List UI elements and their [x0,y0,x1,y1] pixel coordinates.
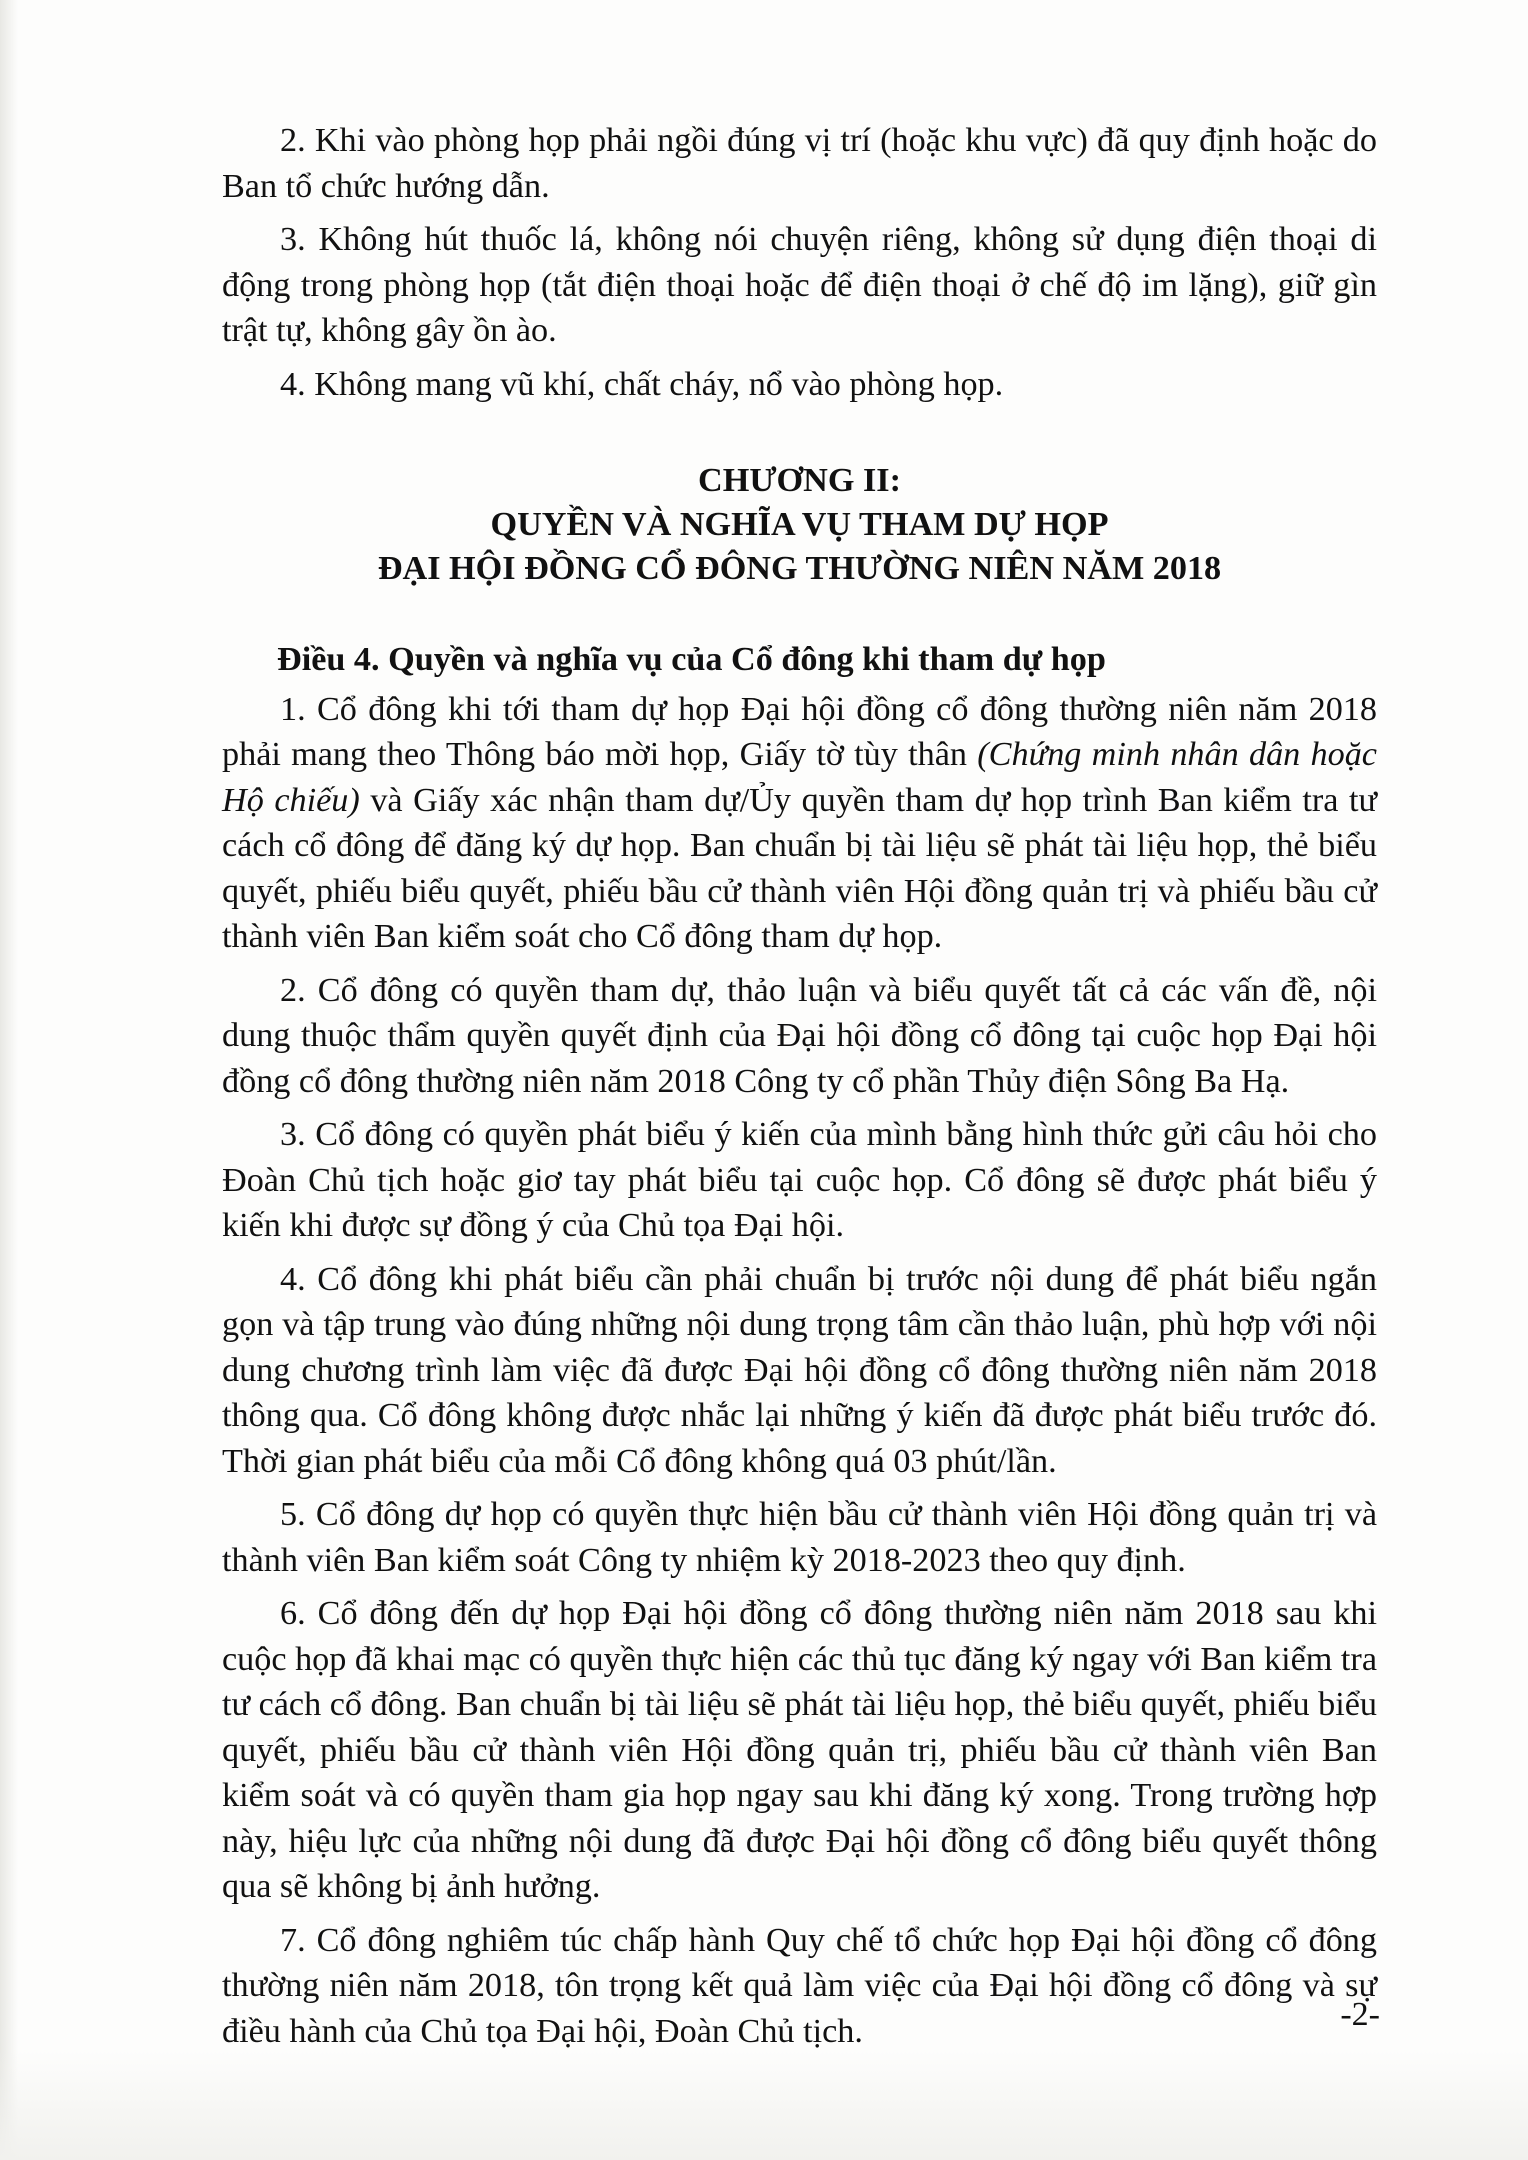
page-content [222,118,1377,2062]
article-item-1-text-b: và Giấy xác nhận tham dự/Ủy quyền tham dự họp trình Ban kiểm tra tư cách cổ đông để đăng ký dự họp. Ban chuẩn bị tài liệu sẽ phát tài liệu họp, thẻ biểu quyết, phiếu biểu quyết, phiếu bầu cử thành viên Hội đồng quản trị và phiếu bầu cử thành viên Ban kiểm soát cho Cổ đông tham dự họp. [222,781,1377,955]
article-item-1-italic: (Chứng minh nhân dân hoặc Hộ chiếu) [222,736,1377,819]
paragraph-item-3: 3. Không hút thuốc lá, không nói chuyện riêng, không sử dụng điện thoại di động trong phòng họp (tắt điện thoại hoặc để điện thoại ở chế độ im lặng), giữ gìn trật tự, không gây ồn ào. [222,221,1377,349]
article-item-7: 7. Cổ đông nghiêm túc chấp hành Quy chế tổ chức họp Đại hội đồng cổ đông thường niên năm 2018, tôn trọng kết quả làm việc của Đại hội đồng cổ đông và sự điều hành của Chủ tọa Đại hội, Đoàn Chủ tịch. [222,1921,1377,2050]
article-item-6: 6. Cổ đông đến dự họp Đại hội đồng cổ đông thường niên năm 2018 sau khi cuộc họp đã khai mạc có quyền thực hiện các thủ tục đăng ký ngay với Ban kiểm tra tư cách cổ đông. Ban chuẩn bị tài liệu sẽ phát tài liệu họp, thẻ biểu quyết, phiếu biểu quyết, phiếu bầu cử thành viên Hội đồng quản trị, phiếu bầu cử thành viên Ban kiểm soát và có quyền tham gia họp ngay sau khi đăng ký xong. Trong trường hợp này, hiệu lực của những nội dung đã được Đại hội đồng cổ đông biểu quyết thông qua sẽ không bị ảnh hưởng. [222,1595,1377,1905]
article-item-1 [222,687,1377,960]
paragraph-item-4: 4. Không mang vũ khí, chất cháy, nổ vào phòng họp. [280,365,1004,403]
page-number: -2- [1340,1996,1380,2033]
chapter-subtitle-line-1: QUYỀN VÀ NGHĨA VỤ THAM DỰ HỌP [490,506,1109,543]
chapter-subtitle-line-2: ĐẠI HỘI ĐỒNG CỔ ĐÔNG THƯỜNG NIÊN NĂM 2018 [377,550,1222,587]
article-item-5: 5. Cổ đông dự họp có quyền thực hiện bầu cử thành viên Hội đồng quản trị và thành viên Ban kiểm soát Công ty nhiệm kỳ 2018-2023 theo quy định. [222,1496,1377,1579]
article-item-3: 3. Cổ đông có quyền phát biểu ý kiến của mình bằng hình thức gửi câu hỏi cho Đoàn Chủ tịch hoặc giơ tay phát biểu tại cuộc họp. Cổ đông sẽ được phát biểu ý kiến khi được sự đồng ý của Chủ tọa Đại hội. [222,1116,1377,1244]
article-title: Điều 4. Quyền và nghĩa vụ của Cổ đông khi tham dự họp [277,641,1106,678]
scan-shadow-left [0,0,18,2160]
paragraph-item-2: 2. Khi vào phòng họp phải ngồi đúng vị trí (hoặc khu vực) đã quy định hoặc do Ban tổ chức hướng dẫn. [222,122,1377,205]
article-item-1-text-a: 1. Cổ đông khi tới tham dự họp Đại hội đồng cổ đông thường niên năm 2018 phải mang theo Thông báo mời họp, Giấy tờ tùy thân [222,690,1377,773]
chapter-title: CHƯƠNG II: [698,462,901,499]
chapter-heading [222,459,1377,591]
article-item-2: 2. Cổ đông có quyền tham dự, thảo luận và biểu quyết tất cả các vấn đề, nội dung thuộc thẩm quyền quyết định của Đại hội đồng cổ đông tại cuộc họp Đại hội đồng cổ đông thường niên năm 2018 Công ty cổ phần Thủy điện Sông Ba Hạ. [222,971,1377,1100]
scan-shadow-bottom [0,2050,1528,2160]
article-item-4: 4. Cổ đông khi phát biểu cần phải chuẩn bị trước nội dung để phát biểu ngắn gọn và tập trung vào đúng những nội dung trọng tâm cần thảo luận, phù hợp với nội dung chương trình làm việc đã được Đại hội đồng cổ đông thường niên năm 2018 thông qua. Cổ đông không được nhắc lại những ý kiến đã được phát biểu trước đó. Thời gian phát biểu của mỗi Cổ đông không quá 03 phút/lần. [222,1260,1377,1480]
